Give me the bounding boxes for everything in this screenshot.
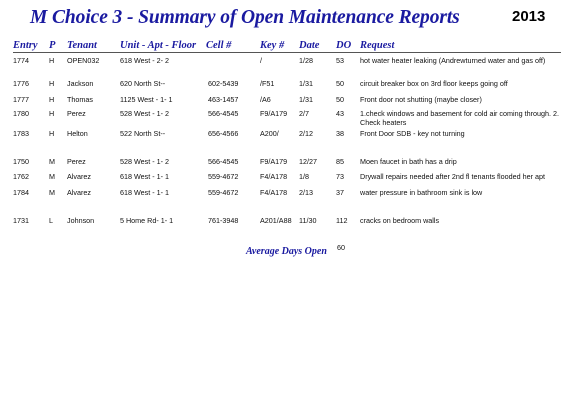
cell-key: A200/	[260, 129, 279, 138]
cell-tenant: Jackson	[67, 79, 94, 88]
column-header-priority: P	[49, 40, 56, 51]
cell-unit: 618 West - 1- 1	[120, 188, 170, 197]
cell-priority: M	[49, 157, 55, 166]
cell-tenant: Alvarez	[67, 172, 91, 181]
cell-days-open: 38	[336, 129, 344, 138]
cell-days-open: 37	[336, 188, 344, 197]
cell-date: 2/12	[299, 129, 313, 138]
cell-priority: L	[49, 216, 53, 225]
table-row	[0, 130, 576, 154]
report-year: 2013	[512, 8, 546, 25]
cell-request: water pressure in bathroom sink is low	[360, 188, 483, 197]
cell-date: 2/7	[299, 109, 309, 118]
cell-date: 1/28	[299, 56, 313, 65]
cell-date: 1/31	[299, 79, 313, 88]
cell-entry: 1784	[13, 188, 29, 197]
cell-request: hot water heater leaking (Andrewturned water and gas off)	[360, 56, 546, 65]
column-header-days-open: DO	[336, 40, 352, 51]
cell-entry: 1776	[13, 79, 29, 88]
column-header-unit: Unit - Apt - Floor	[120, 40, 197, 51]
column-header-request: Request	[360, 40, 395, 51]
cell-key: F9/A179	[260, 157, 288, 166]
cell-days-open: 50	[336, 79, 344, 88]
cell-key: /	[260, 56, 262, 65]
cell-tenant: OPEN032	[67, 56, 100, 65]
cell-entry: 1731	[13, 216, 29, 225]
column-header-key: Key #	[260, 40, 285, 51]
cell-key: /A6	[260, 95, 271, 104]
cell-request: Moen faucet in bath has a drip	[360, 157, 457, 166]
column-header-cell: Cell #	[206, 40, 232, 51]
cell-tenant: Johnson	[67, 216, 95, 225]
cell-date: 1/8	[299, 172, 309, 181]
cell-entry: 1783	[13, 129, 29, 138]
cell-tenant: Alvarez	[67, 188, 91, 197]
cell-days-open: 53	[336, 56, 344, 65]
cell-entry: 1777	[13, 95, 29, 104]
cell-priority: M	[49, 188, 55, 197]
cell-entry: 1762	[13, 172, 29, 181]
cell-cell: 566-4545	[208, 157, 239, 166]
cell-tenant: Helton	[67, 129, 88, 138]
cell-cell: 761-3948	[208, 216, 239, 225]
cell-days-open: 85	[336, 157, 344, 166]
table-row	[0, 57, 576, 81]
cell-request: Front Door SDB - key not turning	[360, 129, 465, 138]
cell-days-open: 112	[336, 216, 348, 225]
table-row	[0, 189, 576, 213]
cell-unit: 1125 West - 1- 1	[120, 95, 173, 104]
cell-days-open: 43	[336, 109, 344, 118]
header-divider	[13, 52, 561, 53]
average-days-open-label: Average Days Open	[246, 246, 327, 257]
cell-cell: 463-1457	[208, 95, 239, 104]
cell-cell: 566-4545	[208, 109, 239, 118]
cell-tenant: Perez	[67, 157, 86, 166]
cell-request: Front door not shutting (maybe closer)	[360, 95, 482, 104]
cell-date: 11/30	[299, 216, 317, 225]
cell-tenant: Perez	[67, 109, 86, 118]
cell-tenant: Thomas	[67, 95, 93, 104]
cell-unit: 522 North St--	[120, 129, 166, 138]
cell-cell: 656-4566	[208, 129, 239, 138]
cell-priority: H	[49, 95, 55, 104]
cell-entry: 1780	[13, 109, 29, 118]
cell-priority: H	[49, 129, 55, 138]
cell-key: F4/A178	[260, 172, 288, 181]
column-header-date: Date	[299, 40, 320, 51]
cell-priority: M	[49, 172, 55, 181]
cell-days-open: 50	[336, 95, 344, 104]
cell-priority: H	[49, 79, 55, 88]
cell-unit: 618 West - 2- 2	[120, 56, 170, 65]
cell-unit: 528 West - 1- 2	[120, 109, 170, 118]
cell-entry: 1750	[13, 157, 29, 166]
cell-date: 1/31	[299, 95, 313, 104]
cell-unit: 5 Home Rd- 1- 1	[120, 216, 174, 225]
cell-request: cracks on bedroom walls	[360, 216, 440, 225]
cell-cell: 602-5439	[208, 79, 239, 88]
cell-key: A201/A88	[260, 216, 292, 225]
cell-priority: H	[49, 56, 55, 65]
cell-cell: 559-4672	[208, 188, 239, 197]
table-row	[0, 217, 576, 241]
cell-key: F9/A179	[260, 109, 288, 118]
cell-unit: 620 North St--	[120, 79, 166, 88]
cell-key: /F51	[260, 79, 275, 88]
cell-unit: 528 West - 1- 2	[120, 157, 170, 166]
cell-request: 1.check windows and basement for cold air coming through. 2. Check heaters	[360, 109, 559, 127]
cell-priority: H	[49, 109, 55, 118]
report-title: M Choice 3 - Summary of Open Maintenance Reports	[30, 7, 460, 28]
cell-date: 2/13	[299, 188, 313, 197]
cell-date: 12/27	[299, 157, 317, 166]
cell-entry: 1774	[13, 56, 29, 65]
cell-days-open: 73	[336, 172, 344, 181]
cell-request: circuit breaker box on 3rd floor keeps going off	[360, 79, 508, 88]
average-days-open-value: 60	[337, 243, 345, 252]
cell-unit: 618 West - 1- 1	[120, 172, 170, 181]
cell-key: F4/A178	[260, 188, 288, 197]
cell-request: Drywall repairs needed after 2nd fl tenants flooded her apt	[360, 172, 545, 181]
cell-cell: 559-4672	[208, 172, 239, 181]
column-header-entry: Entry	[13, 40, 38, 51]
column-header-tenant: Tenant	[67, 40, 97, 51]
